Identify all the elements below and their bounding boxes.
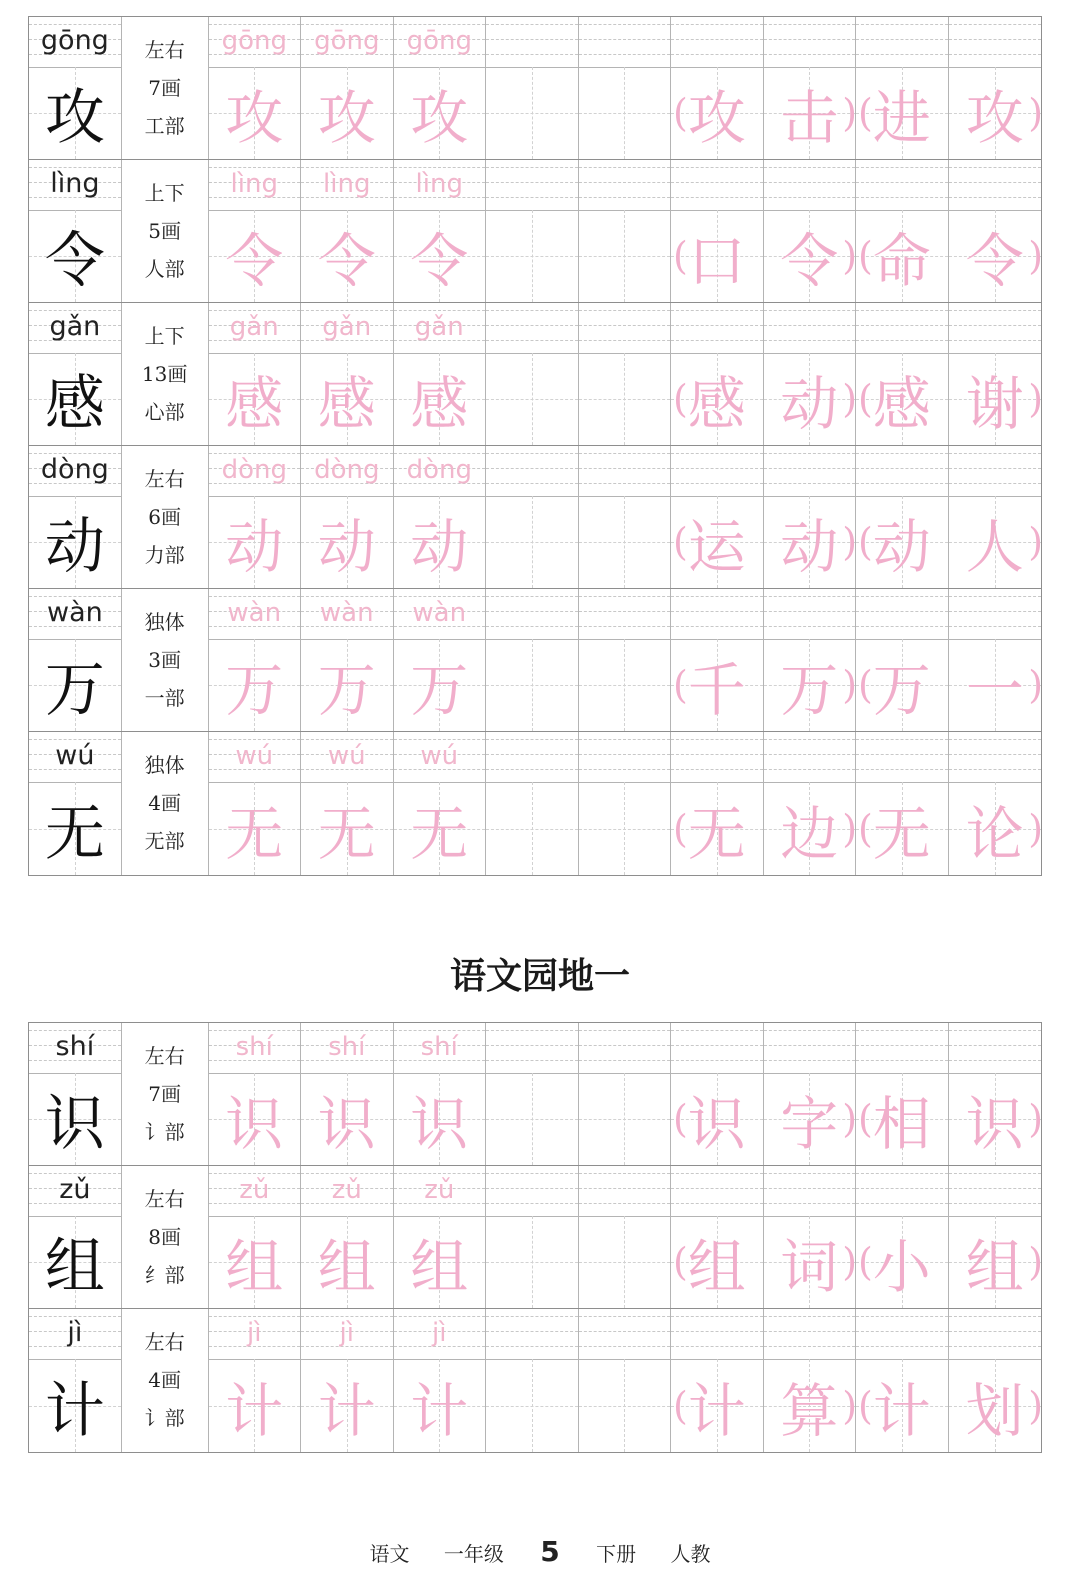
character-row [29,303,1044,446]
word-box [764,1309,857,1452]
trace-character: 识 [225,1090,284,1158]
trace-character: 万 [410,656,469,724]
character: 组 [44,1232,105,1302]
trace-character: 计 [317,1376,376,1445]
info-cell [122,160,209,302]
trace-pinyin: jì [247,1318,262,1348]
radical-label: 力部 [144,543,185,567]
word-box [949,589,1042,731]
word-box [949,1166,1042,1308]
info-cell [122,732,209,875]
word-box [671,1166,764,1308]
radical-label: 讠部 [144,1120,185,1144]
word-character: 运 [687,513,746,581]
trace-box [301,589,394,731]
word-character: 无 [687,799,746,868]
stroke-count: 4画 [148,1368,181,1392]
word-box [671,446,764,588]
trace-character: 识 [410,1090,469,1158]
word-character: 词 [780,1233,839,1301]
trace-character: 令 [410,227,469,295]
stroke-count: 7画 [148,76,181,100]
page-number: 5 [540,1535,560,1568]
radical-label: 人部 [144,257,185,281]
trace-box [394,1309,487,1452]
trace-character: 无 [317,799,376,868]
trace-pinyin: wú [420,741,459,771]
character-cell [29,303,122,445]
trace-character: 计 [225,1376,284,1445]
trace-box [209,1023,302,1165]
trace-character: 令 [225,227,284,295]
word-box [764,303,857,445]
character-cell [29,17,122,159]
paren-close: ) [1028,520,1044,564]
stroke-count: 5画 [148,219,181,243]
word-character: 令 [780,227,839,295]
character: 动 [44,512,105,582]
info-cell [122,589,209,731]
word-box [671,160,764,302]
trace-character: 组 [225,1233,284,1301]
trace-pinyin: shí [420,1032,458,1062]
trace-pinyin: gōng [406,26,472,56]
trace-box [394,1166,487,1308]
info-cell [122,17,209,159]
word-box [764,732,857,875]
stroke-count: 3画 [148,648,181,672]
empty-box [579,1023,672,1165]
trace-box [394,446,487,588]
paren-open: ( [858,806,873,851]
empty-box [486,446,579,588]
empty-box [486,1166,579,1308]
pinyin: wú [55,740,95,771]
structure-label: 左右 [144,1187,185,1211]
word-box [764,17,857,159]
trace-character: 令 [317,227,376,295]
trace-box [394,589,487,731]
paren-open: ( [673,91,688,135]
paren-open: ( [673,663,688,707]
word-character: 谢 [965,370,1024,438]
paren-close: ) [1028,1383,1044,1428]
trace-character: 万 [225,656,284,724]
paren-close: ) [1028,663,1044,707]
structure-label: 独体 [144,610,185,634]
paren-open: ( [858,1383,873,1428]
trace-pinyin: jì [432,1318,447,1348]
empty-box [579,160,672,302]
word-character: 计 [687,1376,746,1445]
pinyin: gōng [40,25,109,56]
trace-box [394,732,487,875]
trace-pinyin: zǔ [331,1175,362,1205]
character: 感 [44,369,105,439]
practice-grid-2 [28,1022,1042,1453]
trace-box [301,303,394,445]
pinyin: lìng [50,168,100,199]
trace-box [301,17,394,159]
empty-box [579,303,672,445]
trace-character: 攻 [225,84,284,152]
trace-character: 攻 [410,84,469,152]
paren-close: ) [1028,806,1044,851]
stroke-count: 13画 [141,362,188,386]
word-box [949,1023,1042,1165]
character-cell [29,1166,122,1308]
radical-label: 讠部 [144,1406,185,1430]
word-box [856,1166,949,1308]
word-character: 边 [780,799,839,868]
empty-box [486,1309,579,1452]
info-cell [122,446,209,588]
word-box [949,446,1042,588]
word-character: 攻 [965,84,1024,152]
info-cell [122,303,209,445]
word-character: 字 [780,1090,839,1158]
trace-box [301,1166,394,1308]
trace-pinyin: zǔ [239,1175,270,1205]
pinyin: dòng [40,454,109,485]
word-character: 相 [872,1090,931,1158]
word-character: 万 [780,656,839,724]
empty-box [579,17,672,159]
paren-close: ) [842,663,858,707]
character-cell [29,732,122,875]
trace-character: 组 [410,1233,469,1301]
trace-box [394,17,487,159]
footer-volume: 下册 [596,1542,637,1566]
trace-character: 无 [225,799,284,868]
trace-box [209,589,302,731]
footer-publisher: 人教 [670,1542,711,1566]
pinyin: wàn [47,597,103,628]
character: 识 [44,1089,105,1159]
structure-label: 左右 [144,38,185,62]
paren-close: ) [842,377,858,421]
trace-pinyin: lìng [230,169,278,199]
trace-pinyin: lìng [415,169,463,199]
word-box [856,1309,949,1452]
trace-box [394,303,487,445]
pinyin: shí [55,1031,95,1062]
paren-open: ( [673,1240,688,1284]
structure-label: 独体 [144,753,185,777]
info-cell [122,1023,209,1165]
paren-open: ( [858,520,873,564]
trace-box [394,160,487,302]
word-character: 攻 [687,84,746,152]
paren-close: ) [842,1240,858,1284]
trace-box [209,303,302,445]
paren-close: ) [1028,1240,1044,1284]
trace-pinyin: gǎn [414,312,464,342]
character-row [29,1166,1044,1309]
word-box [856,17,949,159]
word-box [949,160,1042,302]
radical-label: 一部 [144,686,185,710]
pinyin: gǎn [49,311,101,342]
word-box [764,589,857,731]
character-cell [29,160,122,302]
word-character: 算 [780,1376,839,1445]
word-character: 令 [965,227,1024,295]
structure-label: 左右 [144,1330,185,1354]
trace-box [301,160,394,302]
radical-label: 工部 [144,114,185,138]
paren-open: ( [673,1383,688,1428]
empty-box [579,1309,672,1452]
word-character: 万 [872,656,931,724]
character: 攻 [44,83,105,153]
character: 万 [44,655,105,725]
paren-open: ( [673,520,688,564]
structure-label: 上下 [144,181,185,205]
stroke-count: 8画 [148,1225,181,1249]
word-character: 划 [965,1376,1024,1445]
character: 无 [44,798,105,869]
word-character: 感 [872,370,931,438]
word-character: 感 [687,370,746,438]
empty-box [486,589,579,731]
paren-close: ) [842,520,858,564]
character-cell [29,589,122,731]
info-cell [122,1166,209,1308]
trace-pinyin: dòng [221,455,287,485]
trace-pinyin: wàn [227,598,282,628]
trace-pinyin: wàn [412,598,467,628]
word-box [856,589,949,731]
paren-open: ( [858,1240,873,1284]
trace-pinyin: wú [327,741,366,771]
trace-box [301,1309,394,1452]
character-cell [29,446,122,588]
word-character: 进 [872,84,931,152]
word-character: 命 [872,227,931,295]
trace-character: 感 [225,370,284,438]
empty-box [579,732,672,875]
word-character: 动 [872,513,931,581]
trace-box [209,1309,302,1452]
word-character: 组 [687,1233,746,1301]
empty-box [579,589,672,731]
word-box [856,732,949,875]
paren-close: ) [1028,377,1044,421]
word-box [671,1023,764,1165]
word-character: 动 [780,370,839,438]
trace-character: 万 [317,656,376,724]
character: 令 [44,226,105,296]
empty-box [579,446,672,588]
radical-label: 无部 [144,829,185,853]
word-character: 组 [965,1233,1024,1301]
word-box [671,732,764,875]
word-box [764,160,857,302]
trace-box [301,732,394,875]
word-box [671,17,764,159]
paren-open: ( [673,234,688,278]
word-box [764,1166,857,1308]
trace-pinyin: gǎn [229,312,279,342]
word-character: 无 [872,799,931,868]
structure-label: 左右 [144,1044,185,1068]
word-box [856,303,949,445]
trace-box [209,17,302,159]
paren-close: ) [1028,234,1044,278]
word-box [949,1309,1042,1452]
paren-open: ( [858,234,873,278]
word-character: 论 [965,799,1024,868]
character-row [29,1023,1044,1166]
character-row [29,446,1044,589]
practice-grid-1 [28,16,1042,876]
trace-pinyin: lìng [323,169,371,199]
section-title: 语文园地一 [449,956,630,997]
paren-close: ) [1028,91,1044,135]
word-character: 小 [872,1233,931,1301]
trace-pinyin: wú [235,741,274,771]
word-character: 识 [687,1090,746,1158]
empty-box [486,17,579,159]
trace-pinyin: shí [235,1032,273,1062]
paren-open: ( [858,663,873,707]
word-character: 击 [780,84,839,152]
trace-box [301,1023,394,1165]
trace-character: 无 [410,799,469,868]
character-row [29,17,1044,160]
trace-character: 攻 [317,84,376,152]
trace-pinyin: jì [339,1318,354,1348]
footer-grade: 一年级 [443,1542,504,1566]
empty-box [486,1023,579,1165]
character-cell [29,1023,122,1165]
paren-open: ( [858,91,873,135]
word-box [671,589,764,731]
paren-close: ) [842,234,858,278]
trace-box [301,446,394,588]
trace-character: 组 [317,1233,376,1301]
trace-character: 感 [410,370,469,438]
paren-close: ) [1028,1097,1044,1141]
pinyin: zǔ [59,1174,91,1205]
paren-open: ( [858,1097,873,1141]
paren-open: ( [673,377,688,421]
paren-open: ( [858,377,873,421]
empty-box [486,303,579,445]
info-cell [122,1309,209,1452]
word-character: 口 [687,227,746,295]
trace-pinyin: gǎn [322,312,372,342]
trace-character: 动 [225,513,284,581]
trace-pinyin: gōng [221,26,287,56]
empty-box [579,1166,672,1308]
paren-close: ) [842,806,858,851]
word-character: 计 [872,1376,931,1445]
stroke-count: 7画 [148,1082,181,1106]
word-box [671,1309,764,1452]
word-box [856,160,949,302]
radical-label: 纟部 [144,1263,185,1287]
trace-character: 动 [317,513,376,581]
footer-subject: 语文 [369,1542,410,1566]
character: 计 [44,1375,105,1446]
trace-box [209,1166,302,1308]
stroke-count: 6画 [148,505,181,529]
word-box [764,446,857,588]
page-footer [0,1535,1080,1568]
structure-label: 上下 [144,324,185,348]
trace-character: 计 [410,1376,469,1445]
trace-pinyin: shí [328,1032,366,1062]
word-box [949,17,1042,159]
empty-box [486,732,579,875]
structure-label: 左右 [144,467,185,491]
character-row [29,1309,1044,1452]
trace-character: 动 [410,513,469,581]
word-character: 识 [965,1090,1024,1158]
character-row [29,589,1044,732]
word-box [856,446,949,588]
trace-box [394,1023,487,1165]
stroke-count: 4画 [148,791,181,815]
word-character: 人 [965,513,1024,581]
trace-pinyin: wàn [319,598,374,628]
word-character: 一 [965,656,1024,724]
trace-pinyin: dòng [406,455,472,485]
paren-close: ) [842,1383,858,1428]
word-box [764,1023,857,1165]
trace-box [209,732,302,875]
character-cell [29,1309,122,1452]
trace-character: 识 [317,1090,376,1158]
word-box [949,303,1042,445]
radical-label: 心部 [144,400,185,424]
word-character: 千 [687,656,746,724]
word-box [856,1023,949,1165]
word-character: 动 [780,513,839,581]
word-box [949,732,1042,875]
word-box [671,303,764,445]
paren-open: ( [673,806,688,851]
trace-pinyin: gōng [314,26,380,56]
paren-open: ( [673,1097,688,1141]
paren-close: ) [842,1097,858,1141]
character-row [29,732,1044,875]
trace-pinyin: dòng [314,455,380,485]
trace-box [209,160,302,302]
character-row [29,160,1044,303]
trace-pinyin: zǔ [424,1175,455,1205]
trace-box [209,446,302,588]
pinyin: jì [67,1317,83,1348]
trace-character: 感 [317,370,376,438]
empty-box [486,160,579,302]
paren-close: ) [842,91,858,135]
